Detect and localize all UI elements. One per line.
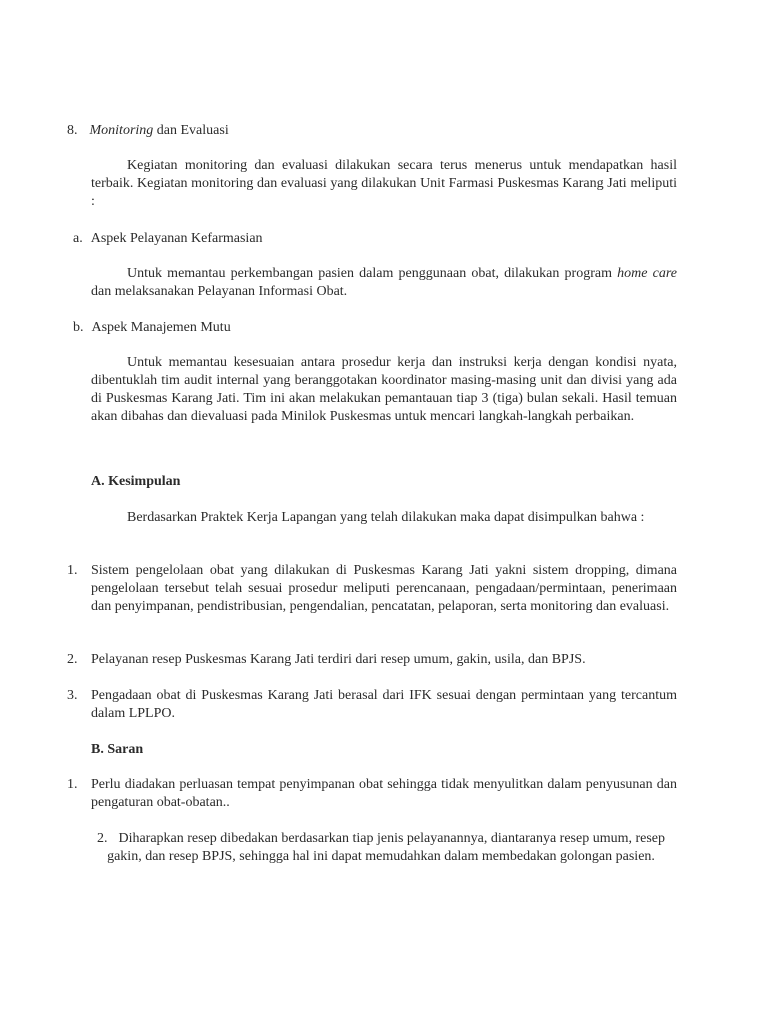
saran-heading: B. Saran [91,742,144,757]
section-8-title-rest: dan Evaluasi [153,123,229,138]
sub-a-title: Aspek Pelayanan Kefarmasian [90,231,263,246]
saran-item-2 [84,830,678,866]
saran-item-2-text: Diharapkan resep dibedakan berdasarkan tiap jenis pelayanannya, diantaranya resep umum, resep gakin, dan resep BPJS, sehingga hal ini dapat memudahkan dalam membedakan golongan pasien. [107,831,666,864]
sub-b-title: Aspek Manajemen Mutu [91,320,231,335]
kesimpulan-item-1-text: Sistem pengelolaan obat yang dilakukan di Puskesmas Karang Jati yakni sistem dropping, dimana pengelolaan tersebut telah sesuai prosedur meliputi perencanaan, pengadaan/permintaan, penerimaan dan penyimpanan, pendistribusian, pengendalian, pencatatan, pelaporan, serta monitoring dan evaluasi. [91,563,677,614]
kesimpulan-item-3 [67,687,677,723]
sub-a-heading [73,230,473,248]
saran-item-1-number: 1. [67,777,78,792]
kesimpulan-intro: Berdasarkan Praktek Kerja Lapangan yang telah dilakukan maka dapat disimpulkan bahwa : [127,510,645,525]
sub-a-text-after: dan melaksanakan Pelayanan Informasi Obat. [91,284,348,299]
saran-item-2-number: 2. [96,831,108,846]
saran-item-1-text: Perlu diadakan perluasan tempat penyimpanan obat sehingga tidak menyulitkan dalam penyusunan dan pengaturan obat-obatan.. [91,777,677,810]
kesimpulan-item-2 [67,651,677,669]
saran-item-1 [67,776,677,812]
section-8-intro: Kegiatan monitoring dan evaluasi dilakukan secara terus menerus untuk mendapatkan hasil terbaik. Kegiatan monitoring dan evaluasi yang dilakukan Unit Farmasi Puskesmas Karang Jati meliputi : [91,158,677,209]
section-8-title-italic: Monitoring [89,123,154,138]
kesimpulan-item-1-number: 1. [67,563,78,578]
section-8-heading [67,122,467,140]
sub-b-heading [73,319,473,337]
sub-b-paragraph: Untuk memantau kesesuaian antara prosedur kerja dan instruksi kerja dengan kondisi nyata, dibentuklah tim audit internal yang beranggotakan koordinator masing-masing unit dan divisi yang ada di Puskesmas Karang Jati. Tim ini akan melakukan pemantauan tiap 3 (tiga) bulan sekali. Hasil temuan akan dibahas dan dievaluasi pada Minilok Puskesmas untuk mencari langkah-langkah perbaikan. [91,355,677,424]
sub-b-label: b. [73,320,84,335]
kesimpulan-item-2-text: Pelayanan resep Puskesmas Karang Jati terdiri dari resep umum, gakin, usila, dan BPJS. [91,652,586,667]
kesimpulan-heading: A. Kesimpulan [91,474,181,489]
kesimpulan-item-3-number: 3. [67,688,78,703]
sub-a-text-before: Untuk memantau perkembangan pasien dalam penggunaan obat, dilakukan program [127,266,618,281]
sub-a-label: a. [73,231,83,246]
sub-a-text-italic: home care [617,266,677,281]
section-8-number: 8. [67,123,78,138]
sub-a-paragraph [91,265,677,301]
kesimpulan-item-1 [67,562,677,616]
kesimpulan-item-3-text: Pengadaan obat di Puskesmas Karang Jati berasal dari IFK sesuai dengan permintaan yang tercantum dalam LPLPO. [91,688,677,721]
kesimpulan-item-2-number: 2. [67,652,78,667]
